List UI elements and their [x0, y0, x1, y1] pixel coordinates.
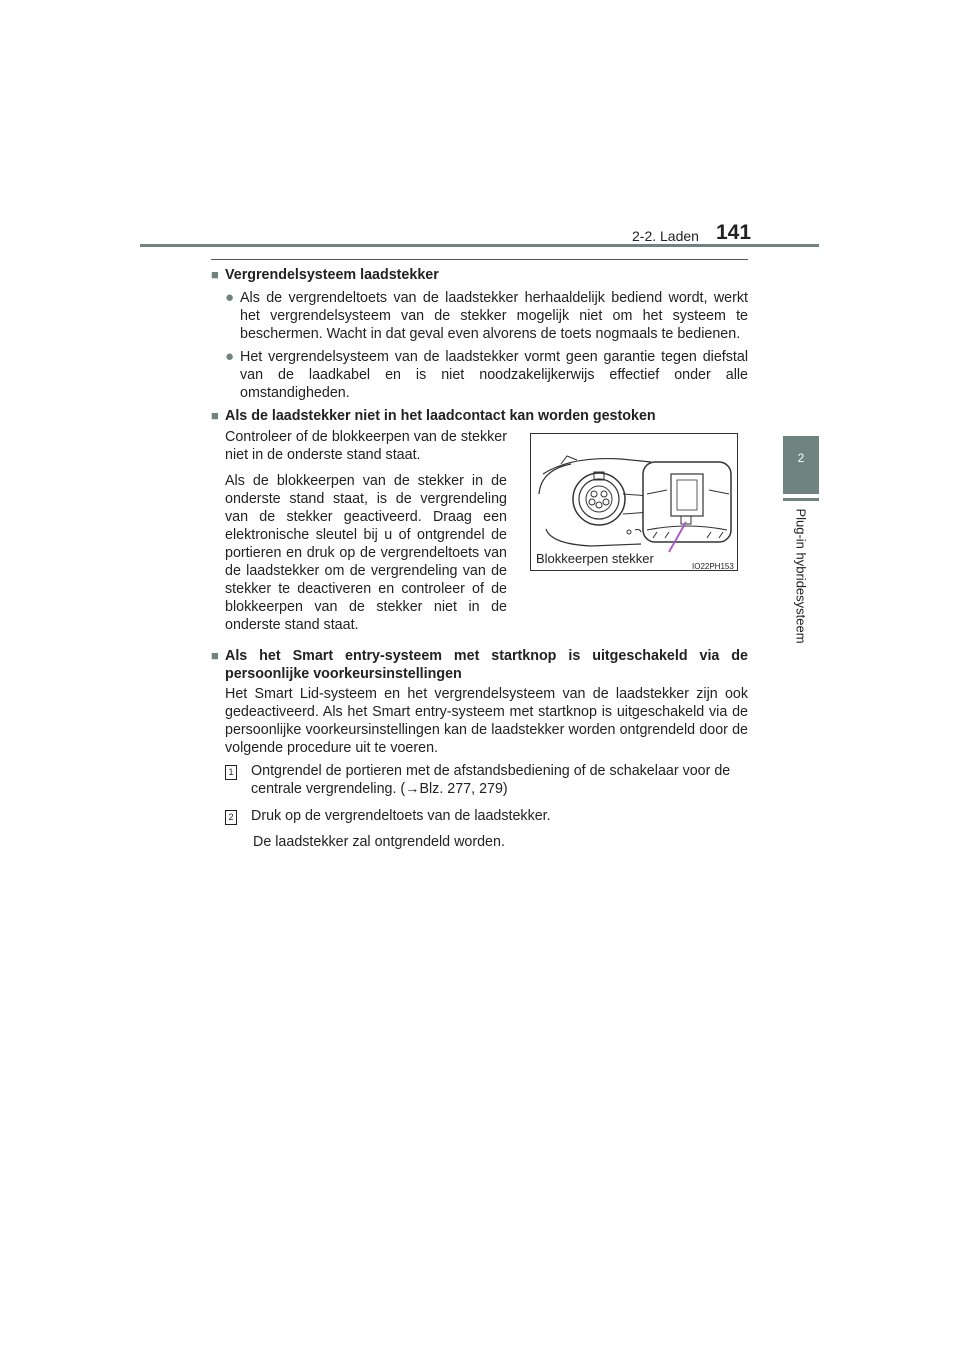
section-divider — [211, 259, 748, 260]
step-item — [211, 807, 748, 825]
paragraph: Controleer of de blokkeerpen van de stekker niet in de onderste stand staat. — [225, 429, 507, 463]
circle-bullet-icon: ● — [225, 289, 235, 306]
heading-cannot-insert: ■ Als de laadstekker niet in het laadcontact kan worden gestoken — [211, 408, 656, 424]
square-bullet-icon: ■ — [211, 267, 219, 282]
header-rule — [140, 244, 819, 247]
heading-lock-system: ■ Vergrendelsysteem laadstekker — [211, 267, 439, 283]
chapter-number: 2 — [797, 451, 805, 465]
step-number: 1 — [225, 765, 237, 780]
chapter-tab-rule — [783, 498, 819, 501]
page-content — [211, 266, 748, 851]
step-item — [211, 762, 748, 798]
square-bullet-icon: ■ — [211, 408, 219, 423]
step-text: Druk op de vergrendeltoets van de laadstekker. — [251, 808, 551, 824]
paragraph: Het Smart Lid-systeem en het vergrendelsysteem van de laadstekker zijn ook gedeactiveerd. Als het Smart entry-systeem met startknop is uitgeschakeld via de persoonlijke voorkeursinstellingen kan de laadstekker worden ontgrendeld door de volgende procedure uit te voeren. — [225, 686, 748, 756]
step-result: De laadstekker zal ontgrendeld worden. — [253, 834, 505, 850]
list-item: ● Het vergrendelsysteem van de laadstekker vormt geen garantie tegen diefstal van de laadkabel en is niet noodzakelijkerwijs effectief onder alle omstandigheden. — [211, 348, 748, 402]
paragraph: Als de blokkeerpen van de stekker in de onderste stand staat, is de vergrendeling van de stekker geactiveerd. Draag een elektronische sleutel bij u of ontgrendel de portieren en druk op de vergrendeltoets van de laadstekker om de vergrendeling van de stekker te deactiveren en controleer of de blokkeerpen van de stekker niet in de onderste stand staat. — [225, 473, 507, 633]
figure-text — [211, 428, 507, 642]
page-number: 141 — [716, 221, 752, 244]
step-number: 2 — [225, 810, 237, 825]
chapter-tab — [783, 436, 819, 494]
charging-port-illustration — [530, 433, 738, 571]
list-item: ● Als de vergrendeltoets van de laadstekker herhaaldelijk bediend wordt, werkt het vergrendelsysteem van de stekker mogelijk niet om het systeem te beschermen. Wacht in dat geval even alvorens de toets nogmaals te bedienen. — [211, 289, 748, 343]
heading-smart-entry: ■ Als het Smart entry-systeem met startknop is uitgeschakeld via de persoonlijke voorkeursinstellingen — [211, 648, 748, 682]
figure-label: Blokkeerpen stekker — [536, 551, 654, 566]
section-title: 2-2. Laden — [632, 228, 699, 244]
chapter-title: Plug-in hybridesysteem — [793, 508, 809, 644]
square-bullet-icon: ■ — [211, 648, 219, 663]
circle-bullet-icon: ● — [225, 348, 235, 365]
figure-code: IO22PH153 — [692, 562, 734, 571]
step-text: Ontgrendel de portieren met de afstandsbediening of de schakelaar voor de centrale vergrendeling. (→Blz. 277, 279) — [251, 763, 731, 797]
figure-row — [211, 428, 748, 642]
